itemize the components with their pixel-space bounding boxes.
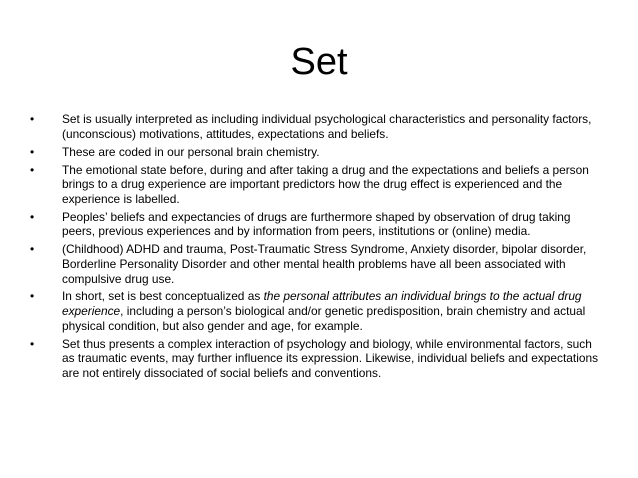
bullet-text-part: In short, set is best conceptualized as [62,289,264,304]
bullet-item [30,163,606,207]
bullet-text-emphasis: the personal attributes an individual brings to the actual drug experience [62,289,582,319]
bullet-text [62,242,586,285]
slide-title: Set [290,41,348,83]
bullet-icon: • [30,162,35,177]
bullet-text [62,112,591,141]
bullet-item [30,145,606,160]
bullet-text-part: (Childhood) ADHD and trauma, Post-Traumatic Stress Syndrome, Anxiety disorder, bipolar disorder, Borderline Personality Disorder and other mental health problems have all been associated with compulsive drug use. [62,242,587,286]
bullet-text-part: Set thus presents a complex interaction of psychology and biology, while environmental factors, such as traumatic events, may further influence its expression. Likewise, individual beliefs and expectations are not entirely dissociated of social beliefs and conventions. [62,336,599,380]
bullet-item [30,337,606,381]
bullet-icon: • [30,144,35,159]
bullet-item [30,242,606,286]
bullet-text [62,289,585,332]
bullet-text [62,145,320,159]
bullet-text-part: , including a person’s biological and/or genetic predisposition, brain chemistry and actual physical condition, but also gender and age, for example. [62,304,586,333]
bullet-text-part: The emotional state before, during and after taking a drug and the expectations and beliefs a person brings to a drug experience are important predictors how the drug effect is experienced and the experience is labelled. [62,162,589,206]
bullet-icon: • [30,112,35,126]
bullet-icon: • [30,242,35,257]
bullet-item [30,289,606,333]
bullet-item [30,112,606,141]
bullet-icon: • [30,209,35,224]
bullet-text [62,163,589,206]
bullet-icon: • [30,336,35,351]
bullet-list [30,112,606,384]
bullet-text-part: Set is usually interpreted as including individual psychological characteristics and personality factors, (unconscious) motivations, attitudes, expectations and beliefs. [62,112,592,141]
bullet-icon: • [30,289,35,304]
bullet-text-part: Peoples’ beliefs and expectancies of drugs are furthermore shaped by observation of drug taking peers, previous experiences and by information from peers, institutions or (online) media. [62,209,571,239]
bullet-text [62,210,571,239]
bullet-text-part: These are coded in our personal brain chemistry. [62,144,320,159]
bullet-item [30,210,606,239]
bullet-text [62,337,598,380]
